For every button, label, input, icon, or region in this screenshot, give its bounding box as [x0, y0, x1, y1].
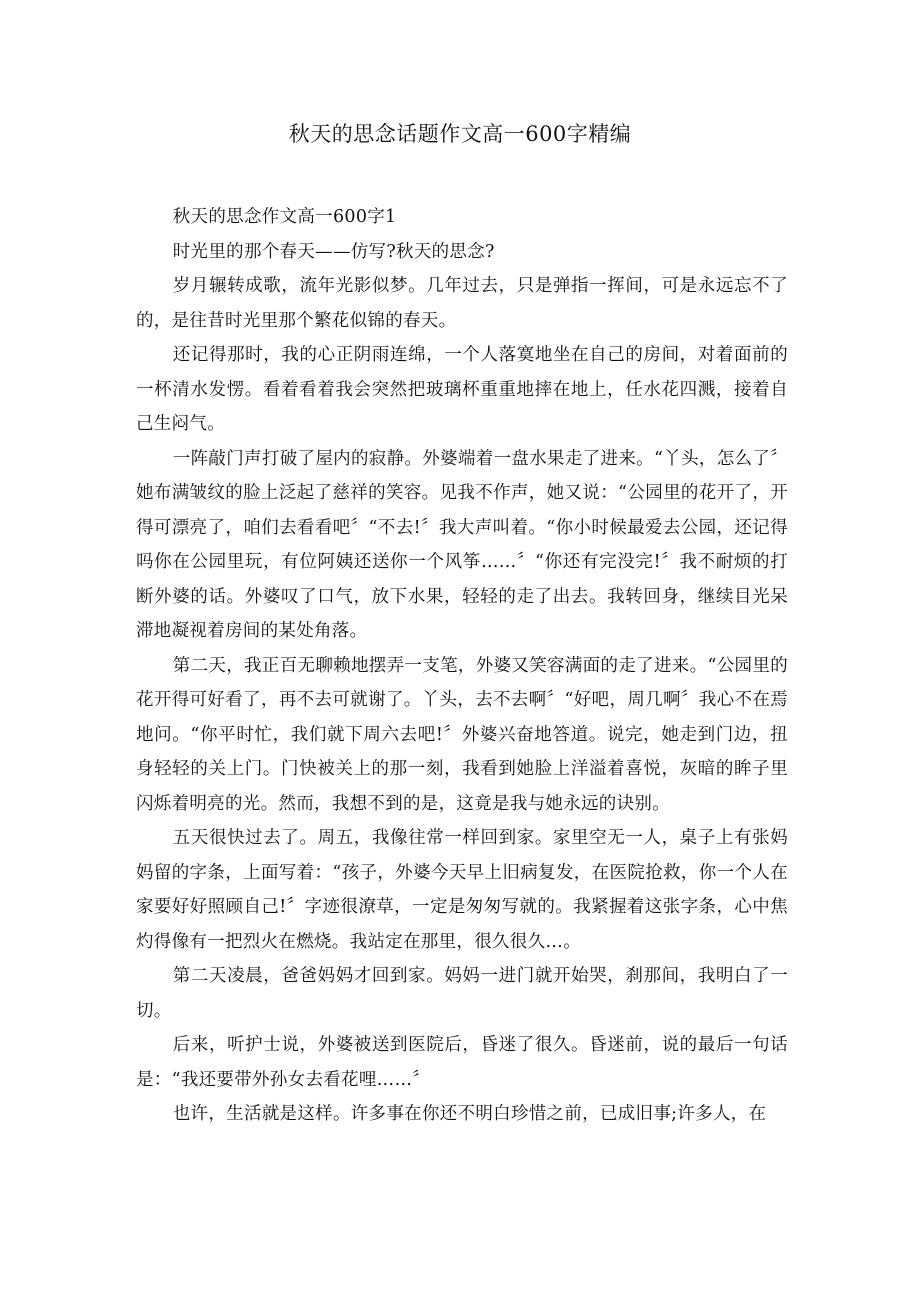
paragraph: 后来，听护士说，外婆被送到医院后，昏迷了很久。昏迷前，说的最后一句话是：“我还要带外孙女去看花哩……〞	[136, 1035, 788, 1090]
paragraph-heading: 时光里的那个春天——仿写?秋天的思念?	[172, 241, 495, 262]
paragraph: 五天很快过去了。周五，我像往常一样回到家。家里空无一人，桌子上有张妈妈留的字条，上面写着：“孩子，外婆今天早上旧病复发，在医院抢救，你一个人在家要好好照顾自己!〞字迹很潦草，一定是匆匆写就的。我紧握着这张字条，心中焦灼得像有一把烈火在燃烧。我站定在那里，很久很久…。	[136, 828, 788, 952]
paragraph: 第二天，我正百无聊赖地摆弄一支笔，外婆又笑容满面的走了进来。“公园里的花开得可好看了，再不去可就谢了。丫头，去不去啊〞“好吧，周几啊〞我心不在焉地问。“你平时忙，我们就下周六去吧!〞外婆兴奋地答道。说完，她走到门边，扭身轻轻的关上门。门快被关上的那一刻，我看到她脸上洋溢着喜悦，灰暗的眸子里闪烁着明亮的光。然而，我想不到的是，这竟是我与她永远的诀别。	[136, 655, 788, 814]
document-title: 秋天的思念话题作文高一600字精编	[288, 122, 632, 146]
paragraph: 也许，生活就是这样。许多事在你还不明白珍惜之前，已成旧事;许多人，在	[172, 1104, 767, 1124]
paragraph: 岁月辗转成歌，流年光影似梦。几年过去，只是弹指一挥间，可是永远忘不了的，是往昔时光里那个繁花似锦的春天。	[136, 276, 788, 331]
document-body	[136, 200, 788, 1132]
paragraph-subtitle: 秋天的思念作文高一600字1	[172, 207, 397, 227]
paragraph: 一阵敲门声打破了屋内的寂静。外婆端着一盘水果走了进来。“丫头，怎么了〞她布满皱纹的脸上泛起了慈祥的笑容。见我不作声，她又说：“公园里的花开了，开得可漂亮了，咱们去看看吧〞“不去!〞我大声叫着。“你小时候最爱去公园，还记得吗你在公园里玩，有位阿姨还送你一个风筝……〞“你还有完没完!〞我不耐烦的打断外婆的话。外婆叹了口气，放下水果，轻轻的走了出去。我转回身，继续目光呆滞地凝视着房间的某处角落。	[136, 448, 788, 641]
paragraph: 第二天凌晨，爸爸妈妈才回到家。妈妈一进门就开始哭，刹那间，我明白了一切。	[136, 966, 788, 1021]
paragraph: 还记得那时，我的心正阴雨连绵，一个人落寞地坐在自己的房间，对着面前的一杯清水发愣。看着看着我会突然把玻璃杯重重地摔在地上，任水花四溅，接着自己生闷气。	[136, 345, 788, 434]
